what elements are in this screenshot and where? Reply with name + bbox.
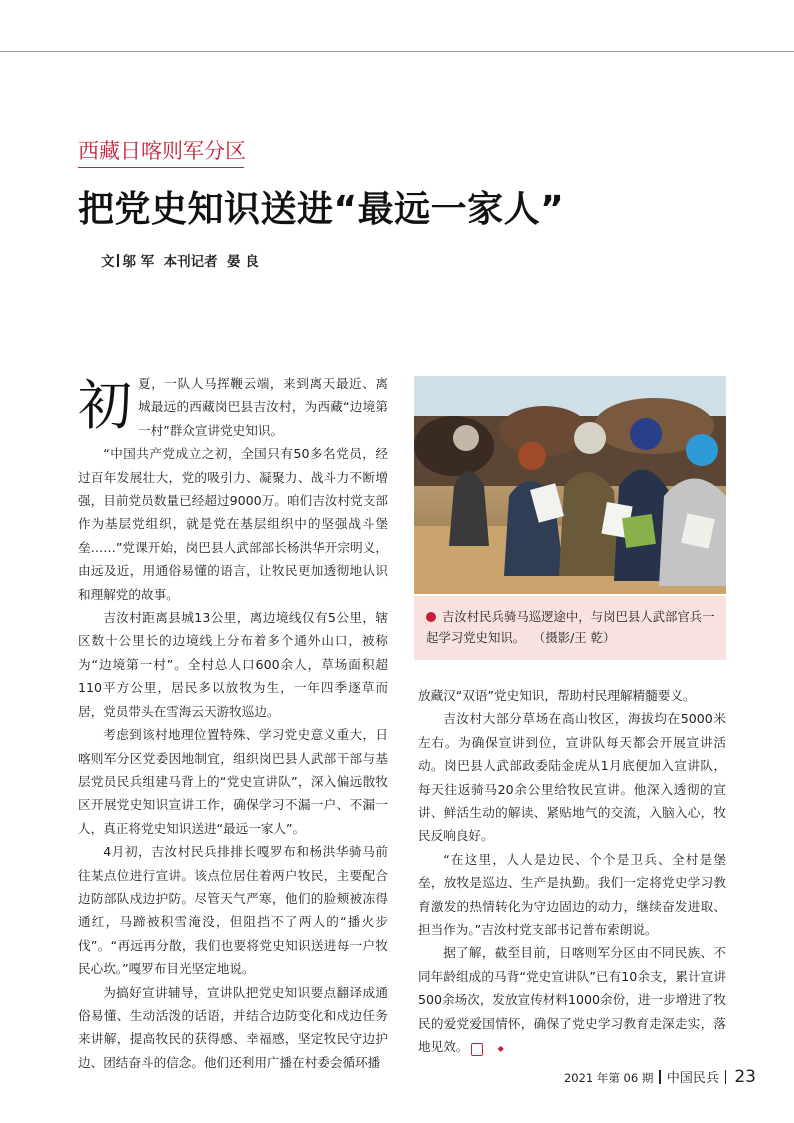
paragraph-10-text: 据了解，截至目前，日喀则军分区由不同民族、不同年龄组成的马背“党史宣讲队”已有10余支，累计宣讲500余场次，发放宣传材料1000余份，进一步增进了牧民的爱党爱国情怀，确保了党史学习教育走深走实，落地见效。: [418, 945, 726, 1055]
headline: 把党史知识送进“最远一家人”: [78, 189, 565, 230]
caption-credit: （摄影/王 乾）: [539, 630, 616, 645]
page-number: 23: [734, 1067, 756, 1087]
byline-divider: [117, 254, 119, 267]
paragraph-1-text: 夏，一队人马挥鞭云端，来到离天最近、离城最远的西藏岗巴县吉汝村，为西藏“边境第一村”群众宣讲党史知识。: [138, 376, 388, 438]
footer-divider: [725, 1070, 727, 1084]
issue-label: 2021 年第 06 期: [563, 1071, 654, 1085]
magazine-name: 中国民兵: [666, 1071, 719, 1086]
paragraph-2: “中国共产党成立之初，全国只有50多名党员，经过百年发展壮大，党的吸引力、凝聚力、战斗力不断增强，目前党员数量已经超过9000万。咱们吉汝村党支部作为基层党组织，就是党在基层组织中的坚强战斗堡垒……”党课开始，岗巴县人武部部长杨洪华开宗明义，由远及近，用通俗易懂的语言，让牧民更加透彻地认识和理解党的故事。: [78, 446, 388, 602]
paragraph-6: 为搞好宣讲辅导，宣讲队把党史知识要点翻译成通俗易懂、生动活泼的话语，并结合边防变化和戍边任务来讲解，提高牧民的获得感、幸福感，坚定牧民守边护边、团结奋斗的信念。他们还利用广播在村委会循环播: [78, 984, 388, 1070]
column-label: 西藏日喀则军分区: [78, 137, 244, 168]
paragraph-8: 吉汝村大部分草场在高山牧区，海拔均在5000米左右。为确保宣讲到位，宣讲队每天都会开展宣讲活动。岗巴县人武部政委陆金虎从1月底便加入宣讲队，每天往返骑马20余公里给牧民宣讲。他深入透彻的宣讲、鲜活生动的解读、紧贴地气的交流，入脑入心，牧民反响良好。: [418, 711, 726, 844]
paragraph-1: [78, 372, 388, 442]
byline-prefix: 文: [101, 254, 115, 270]
page-footer: [564, 1066, 756, 1090]
byline-names: 邬 军 本刊记者 晏 良: [122, 254, 259, 270]
end-mark-icon: ◆: [471, 1043, 483, 1056]
paragraph-3: 吉汝村距离县城13公里，离边境线仅有5公里，辖区数十公里长的边境线上分布着多个通外山口，被称为“边境第一村”。全村总人口600余人，草场面积超110平方公里，居民多以放牧为生，一年四季逐草而居，党员带头在雪海云天游牧巡边。: [78, 610, 388, 719]
top-rule: [0, 51, 794, 52]
photo-caption: [414, 596, 726, 660]
paragraph-5: 4月初，吉汝村民兵排排长嘎罗布和杨洪华骑马前往某点位进行宣讲。该点位居住着两户牧民，主要配合边防部队戍边护防。尽管天气严寒，他们的脸颊被冻得通红，马蹄被积雪淹没，但阻挡不了两人的“播火步伐”。“再远再分散，我们也要将党史知识送进每一户牧民心坎。”嘎罗布目光坚定地说。: [78, 844, 388, 977]
drop-cap: 初: [78, 374, 132, 437]
paragraph-7: 放藏汉“双语”党史知识，帮助村民理解精髓要义。: [418, 688, 696, 703]
article-left-column: [78, 372, 388, 1074]
photo-illustration: [414, 376, 726, 594]
footer-divider: [659, 1070, 661, 1084]
byline: [101, 252, 259, 272]
article-photo: [414, 376, 726, 594]
paragraph-9: “在这里，人人是边民、个个是卫兵、全村是堡垒，放牧是巡边、生产是执勤。我们一定将党史学习教育激发的热情转化为守边固边的动力，继续奋发进取、担当作为。”吉汝村党支部书记普布索朗说。: [418, 851, 726, 938]
caption-bullet: [426, 612, 436, 622]
article-right-column: [418, 684, 726, 1059]
caption-text: 吉汝村民兵骑马巡逻途中，与岗巴县人武部官兵一起学习党史知识。: [426, 609, 715, 645]
paragraph-10: [418, 941, 726, 1058]
paragraph-4: 考虑到该村地理位置特殊、学习党史意义重大，日喀则军分区党委因地制宜，组织岗巴县人武部干部与基层党员民兵组建马背上的“党史宣讲队”，深入偏远散牧区开展党史知识宣讲工作，确保学习不漏一户、不漏一人，真正将党史知识送进“最远一家人”。: [78, 727, 388, 836]
